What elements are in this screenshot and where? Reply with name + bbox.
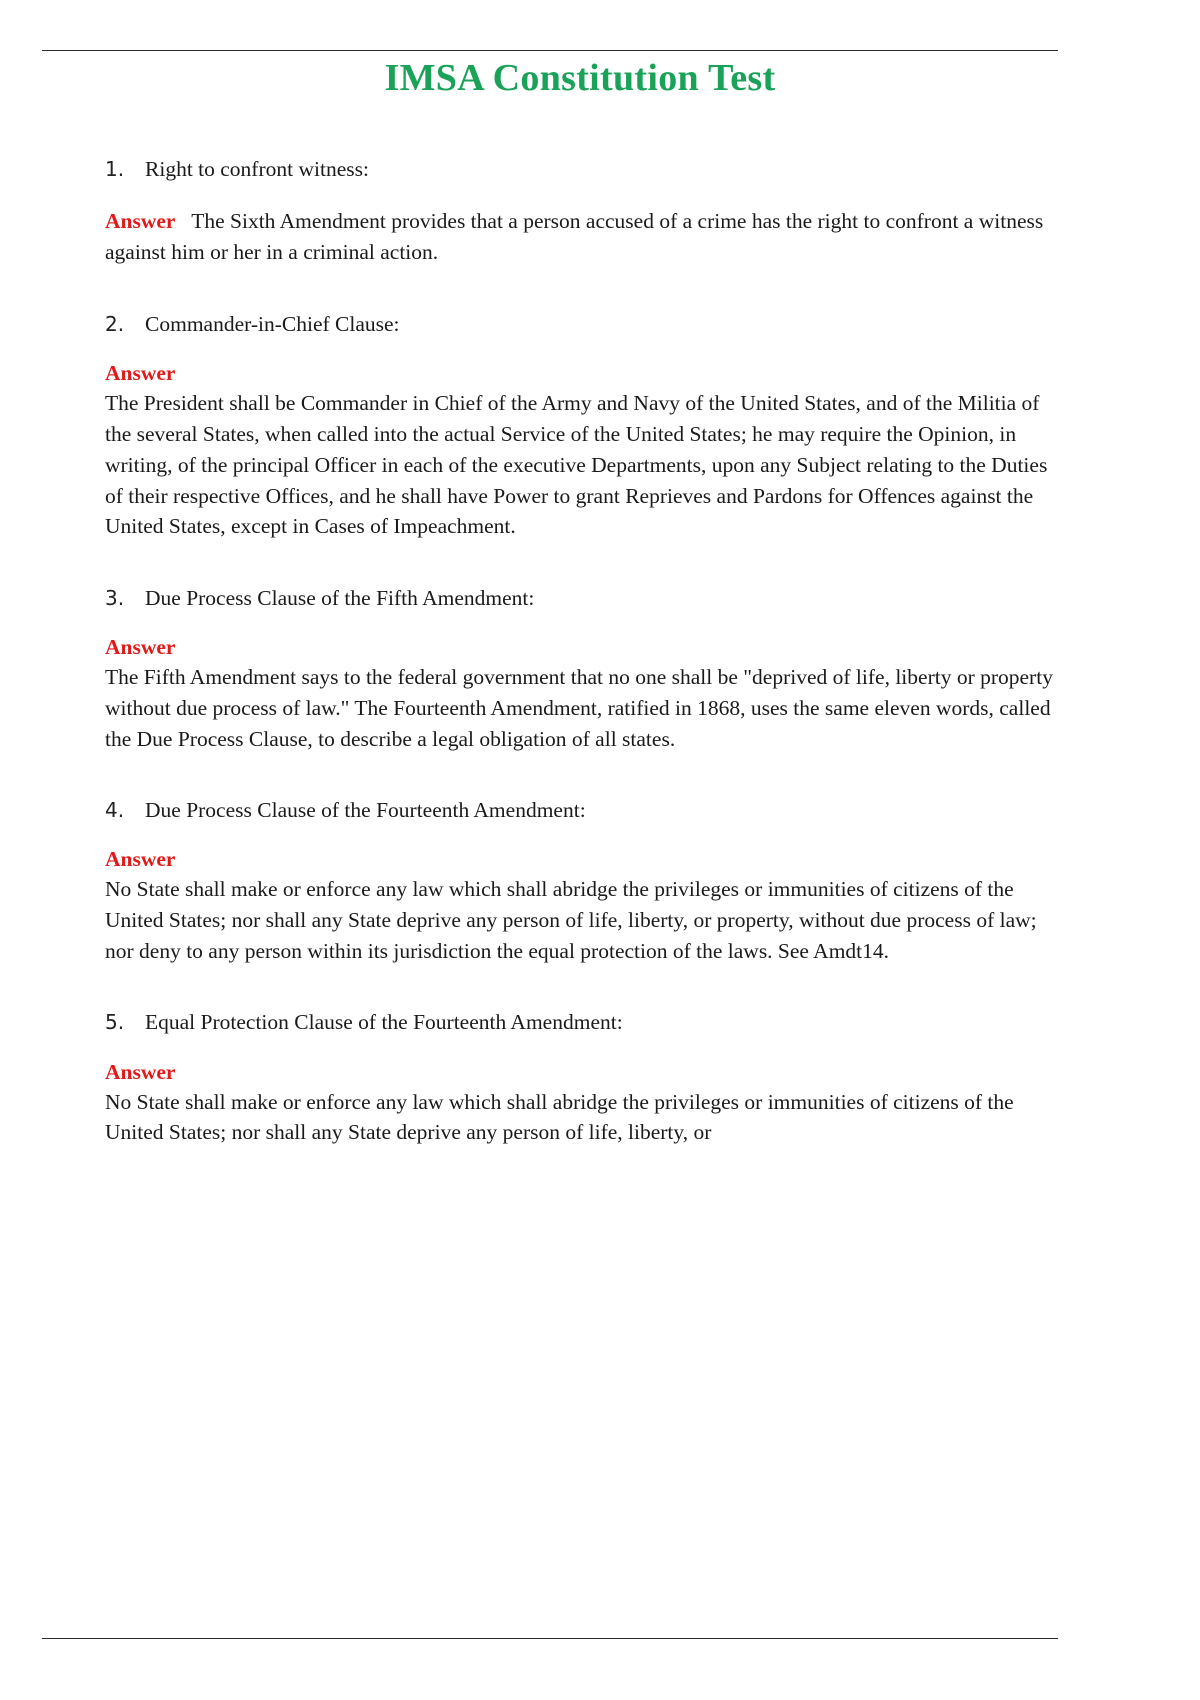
answer-text: No State shall make or enforce any law which shall abridge the privileges or immunities of citizens of the United States; nor shall any State deprive any person of life, liberty, or	[105, 1089, 1014, 1145]
qa-item	[105, 584, 1055, 754]
question-text: Due Process Clause of the Fourteenth Amendment:	[145, 798, 586, 823]
answer-text: The Fifth Amendment says to the federal government that no one shall be "deprived of life, liberty or property without due process of law." The Fourteenth Amendment, ratified in 1868, uses the same eleven words, called the Due Process Clause, to describe a legal obligation of all states.	[105, 665, 1053, 751]
question-line	[105, 310, 1055, 339]
question-text: Due Process Clause of the Fifth Amendment:	[145, 586, 535, 611]
answer-label: Answer	[105, 847, 176, 872]
question-line	[105, 584, 1055, 613]
answer-label: Answer	[105, 209, 176, 234]
header-divider	[42, 50, 1058, 51]
question-line	[105, 155, 1055, 184]
qa-item	[105, 796, 1055, 966]
question-number: 1.	[105, 157, 125, 181]
question-text: Right to confront witness:	[145, 157, 369, 181]
answer-text: No State shall make or enforce any law which shall abridge the privileges or immunities of citizens of the United States; nor shall any State deprive any person of life, liberty, or property, without due process of law; nor deny to any person within its jurisdiction the equal protection of the laws. See Amdt14.	[105, 877, 1037, 963]
question-number: 2.	[105, 312, 125, 337]
document-body	[105, 155, 1055, 1190]
qa-item	[105, 310, 1055, 542]
question-number: 3.	[105, 586, 125, 611]
page-title: IMSA Constitution Test	[384, 57, 776, 99]
footer-divider	[42, 1638, 1058, 1639]
answer-paragraph	[105, 206, 1055, 268]
answer-label: Answer	[105, 1059, 176, 1084]
answer-text: The President shall be Commander in Chief of the Army and Navy of the United States, and of the Militia of the several States, when called into the actual Service of the United States; he may require the Opinion, in writing, of the principal Officer in each of the executive Departments, upon any Subject relating to the Duties of their respective Offices, and he shall have Power to grant Reprieves and Pardons for Offences against the United States, except in Cases of Impeachment.	[105, 391, 1048, 539]
qa-item	[105, 1008, 1055, 1147]
question-number: 4.	[105, 798, 125, 823]
question-line	[105, 1008, 1055, 1037]
qa-item	[105, 155, 1055, 268]
question-number: 5.	[105, 1010, 125, 1035]
answer-text: The Sixth Amendment provides that a person accused of a crime has the right to confront a witness against him or her in a criminal action.	[105, 209, 1044, 265]
question-text: Equal Protection Clause of the Fourteenth Amendment:	[145, 1010, 623, 1035]
question-text: Commander-in-Chief Clause:	[145, 312, 400, 337]
answer-label: Answer	[105, 635, 176, 660]
answer-label: Answer	[105, 361, 176, 386]
question-line	[105, 796, 1055, 825]
